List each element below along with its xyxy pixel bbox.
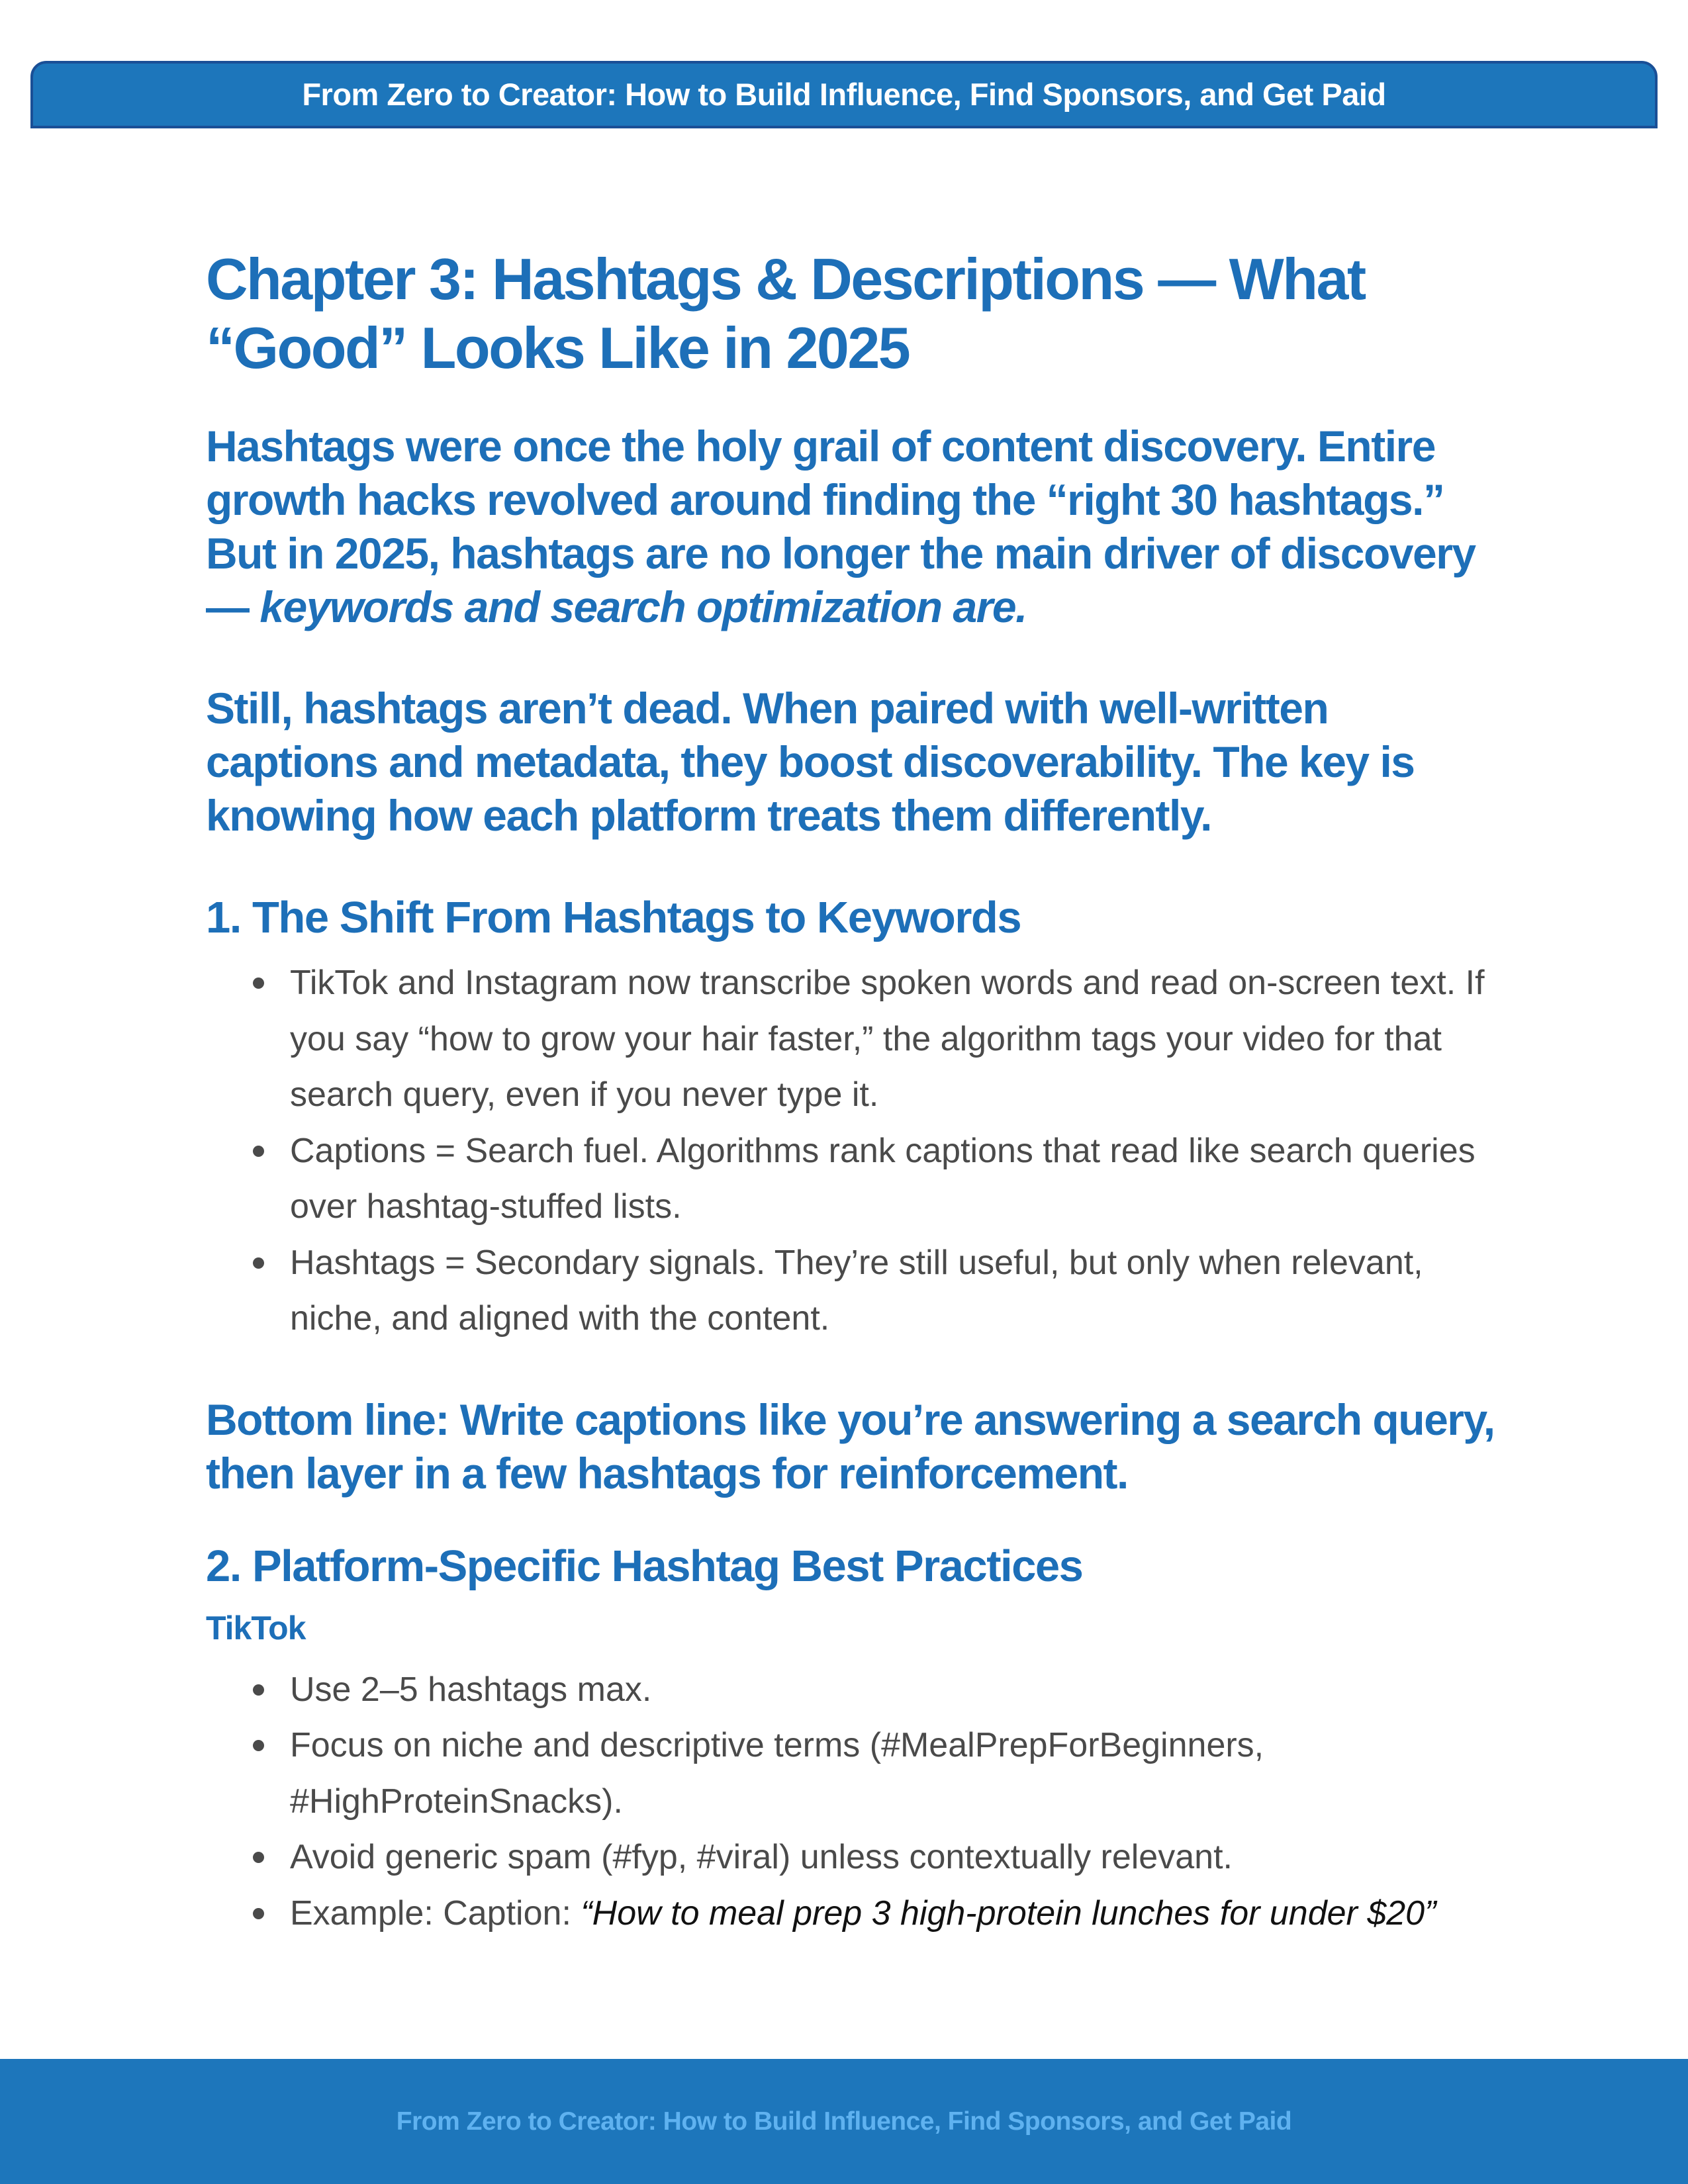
intro-paragraph-1-text: Hashtags were once the holy grail of content discovery. Entire growth hacks revolved around finding the “right 30 hashtags.” But in 2025, hashtags are no longer the main driver of discovery — bbox=[206, 422, 1476, 631]
intro-paragraph-1-emphasis: keywords and search optimization are. bbox=[259, 582, 1027, 631]
list-item-example bbox=[206, 1886, 1503, 1942]
list-item: Focus on niche and descriptive terms (#MealPrepForBeginners, #HighProteinSnacks). bbox=[206, 1717, 1503, 1829]
list-item: Avoid generic spam (#fyp, #viral) unless contextually relevant. bbox=[206, 1829, 1503, 1886]
tiktok-bullet-list bbox=[206, 1662, 1503, 1942]
intro-paragraph-1 bbox=[206, 420, 1503, 634]
section-2-heading: 2. Platform-Specific Hashtag Best Practices bbox=[206, 1541, 1083, 1591]
list-item: Hashtags = Secondary signals. They’re still useful, but only when relevant, niche, and aligned with the content. bbox=[206, 1235, 1503, 1347]
intro-paragraph-2: Still, hashtags aren’t dead. When paired with well-written captions and metadata, they boost discoverability. The key is knowing how each platform treats them differently. bbox=[206, 684, 1415, 840]
header-title: From Zero to Creator: How to Build Influence, Find Sponsors, and Get Paid bbox=[302, 77, 1386, 112]
platform-subheading-tiktok: TikTok bbox=[206, 1609, 306, 1647]
example-label: Example: Caption: bbox=[290, 1893, 581, 1933]
footer-title: From Zero to Creator: How to Build Influence, Find Sponsors, and Get Paid bbox=[396, 2107, 1292, 2136]
bottom-line-callout: Bottom line: Write captions like you’re answering a search query, then layer in a few hashtags for reinforcement. bbox=[206, 1394, 1495, 1498]
page-content bbox=[206, 245, 1503, 1941]
list-item: Captions = Search fuel. Algorithms rank captions that read like search queries over hashtag-stuffed lists. bbox=[206, 1123, 1503, 1235]
section-1-heading: 1. The Shift From Hashtags to Keywords bbox=[206, 893, 1021, 942]
list-item: Use 2–5 hashtags max. bbox=[206, 1662, 1503, 1718]
section-1-bullet-list bbox=[206, 955, 1503, 1347]
chapter-title: Chapter 3: Hashtags & Descriptions — What “Good” Looks Like in 2025 bbox=[206, 246, 1365, 381]
list-item: TikTok and Instagram now transcribe spoken words and read on-screen text. If you say “how to grow your hair faster,” the algorithm tags your video for that search query, even if you never type it. bbox=[206, 955, 1503, 1123]
example-caption-quote: “How to meal prep 3 high-protein lunches for under $20” bbox=[581, 1893, 1436, 1933]
header-banner bbox=[30, 61, 1658, 128]
